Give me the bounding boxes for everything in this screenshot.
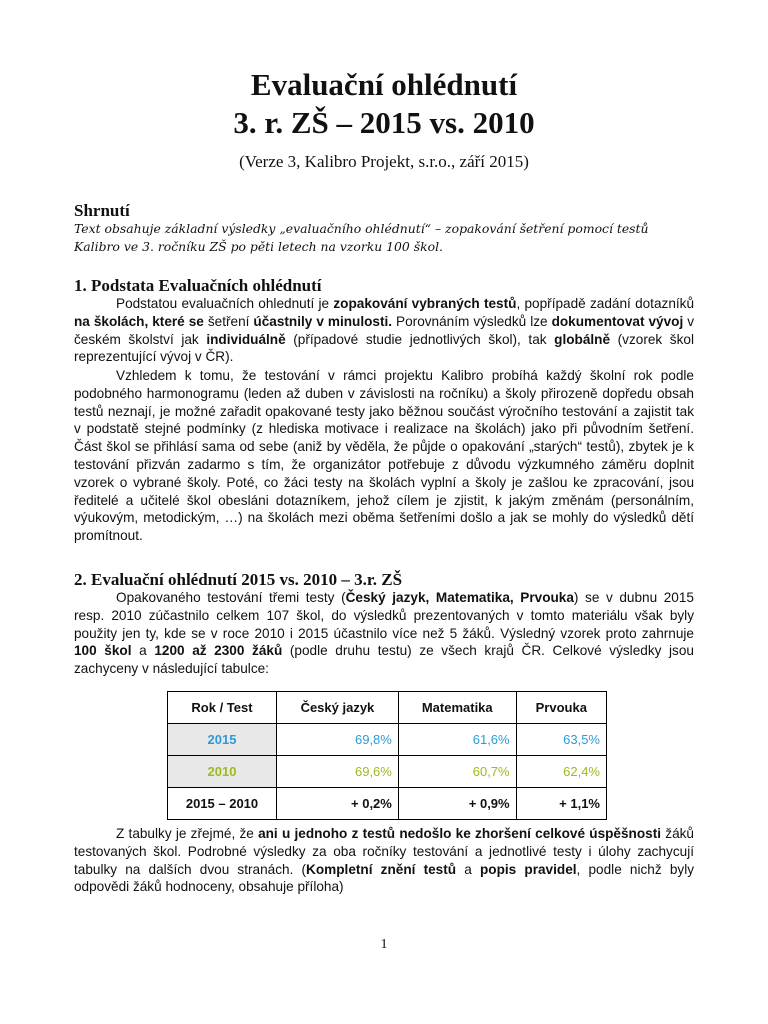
section2-paragraph-1: Opakovaného testování třemi testy (Český jazyk, Matematika, Prvouka) se v dubnu 2015 resp. 2010 zúčastnilo celkem 107 škol, do výsledků prezentovaných v tomto materiálu však byly použity jen ty, kde se v roce 2010 i 2015 účastnilo více než 5 žáků. Výsledný vzorek proto zahrnuje 100 škol a 1200 až 2300 žáků (podle druhu testu) ze všech krajů ČR. Celkové výsledky jsou zachyceny v následující tabulce: (74, 590, 694, 677)
table-row-2015 (168, 724, 607, 756)
row-label-2015: 2015 (168, 724, 277, 756)
table-cell: 63,5% (516, 724, 606, 756)
table-header: Matematika (398, 692, 516, 724)
title-line-2: 3. r. ZŠ – 2015 vs. 2010 (233, 105, 535, 140)
section1-heading: 1. Podstata Evaluačních ohlédnutí (74, 276, 322, 295)
table-cell: 69,8% (277, 724, 399, 756)
summary-heading: Shrnutí (74, 201, 130, 220)
table-row-difference (168, 788, 607, 820)
table-cell: 62,4% (516, 756, 606, 788)
table-cell: + 0,9% (398, 788, 516, 820)
table-cell: + 1,1% (516, 788, 606, 820)
table-header: Rok / Test (168, 692, 277, 724)
section1-paragraph-1: Podstatou evaluačních ohlednutí je zopakování vybraných testů, popřípadě zadání dotazníků na školách, které se šetření účastnily v minulosti. Porovnáním výsledků lze dokumentovat vývoj v českém školství jak individuálně (případové studie jednotlivých škol), tak globálně (vzorek škol reprezentující vývoj v ČR). (74, 296, 695, 365)
results-table (167, 691, 607, 820)
table-cell: 69,6% (277, 756, 399, 788)
table-header: Český jazyk (277, 692, 399, 724)
subtitle: (Verze 3, Kalibro Projekt, s.r.o., září 2015) (239, 152, 529, 171)
row-label-2010: 2010 (168, 756, 277, 788)
summary-text: Text obsahuje základní výsledky „evaluačního ohlédnutí“ – zopakování šetření pomocí testů Kalibro ve 3. ročníku ZŠ po pěti letech na vzorku 100 škol. (74, 221, 649, 254)
row-label-difference: 2015 – 2010 (168, 788, 277, 820)
table-cell: 61,6% (398, 724, 516, 756)
title-line-1: Evaluační ohlédnutí (250, 67, 518, 102)
section2-paragraph-2: Z tabulky je zřejmé, že ani u jednoho z testů nedošlo ke zhoršení celkové úspěšnosti žáků testovaných škol. Podrobné výsledky za oba ročníky testování a jednotlivé testy i úlohy zachycují tabulky na dalších dvou stranách. (Kompletní znění testů a popis pravidel, podle nichž byly odpovědi žáků hodnoceny, obsahuje příloha) (74, 826, 695, 895)
table-header: Prvouka (516, 692, 606, 724)
table-row-2010 (168, 756, 607, 788)
table-cell: + 0,2% (277, 788, 399, 820)
table-cell: 60,7% (398, 756, 516, 788)
section2-heading: 2. Evaluační ohlédnutí 2015 vs. 2010 – 3.r. ZŠ (74, 570, 403, 589)
section1-paragraph-2: Vzhledem k tomu, že testování v rámci projektu Kalibro probíhá každý školní rok podle podobného harmonogramu (leden až duben v závislosti na ročníku) a školy přirozeně dopředu obsah testů neznají, je možné zařadit opakované testy jako běžnou součást výročního testování a zajistit tak v podstatě stejné podmínky (z hlediska motivace i realizace na školách) jako při původním šetření. Část škol se přihlásí sama od sebe (aniž by věděla, že půjde o opakování „starých“ testů), zbytek je k testování přizván zadarmo s tím, že organizátor potřebuje z důvodu výzkumného záměru doplnit vzorek o vybrané školy. Poté, co žáci testy na školách vyplní a školy je zašlou ke zpracování, jsou ředitelé a učitelé škol obesláni dotazníkem, jehož cílem je zjistit, k jakým změnám (personálním, výukovým, metodickým, …) na školách mezi oběma šetřeními došlo a jak se mohly do výsledků dětí promítnout. (74, 368, 694, 544)
table-header-row (168, 692, 607, 724)
page-number: 1 (380, 937, 388, 952)
